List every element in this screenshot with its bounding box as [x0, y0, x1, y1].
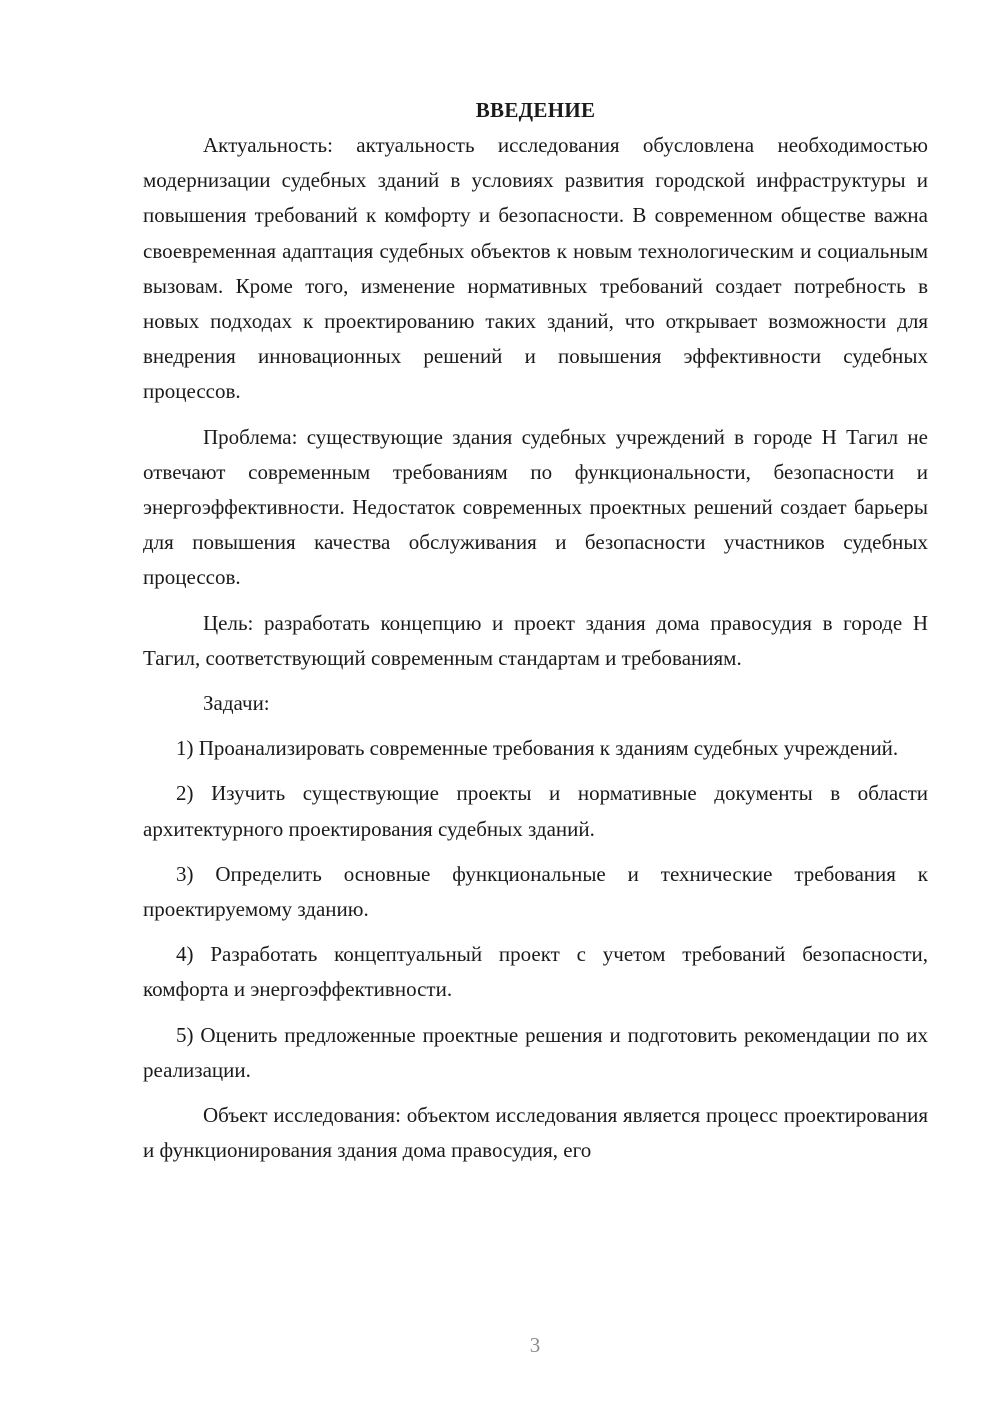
list-item: 5) Оценить предложенные проектные решения и подготовить рекомендации по их реализации.: [143, 1022, 928, 1082]
section-heading: ВВЕДЕНИЕ: [475, 98, 596, 122]
tasks-label: Задачи:: [203, 691, 270, 716]
goal-paragraph: Цель: разработать концепцию и проект здания дома правосудия в городе Н Тагил, соответствующий современным стандартам и требованиям.: [143, 610, 928, 670]
document-page: [143, 92, 928, 1168]
tasks-list: [143, 731, 928, 1088]
list-item: 3) Определить основные функциональные и технические требования к проектируемому зданию.: [143, 861, 928, 922]
page-number: 3: [529, 1333, 541, 1357]
list-item: 2) Изучить существующие проекты и нормативные документы в области архитектурного проектирования судебных зданий.: [143, 781, 928, 841]
list-item: 4) Разработать концептуальный проект с учетом требований безопасности, комфорта и энергоэффективности.: [143, 942, 928, 1002]
object-paragraph: Объект исследования: объектом исследования является процесс проектирования и функционирования здания дома правосудия, его: [143, 1103, 928, 1163]
relevance-paragraph: Актуальность: актуальность исследования обусловлена необходимостью модернизации судебных зданий в условиях развития городской инфраструктуры и повышения требований к комфорту и безопасности. В современном обществе важна своевременная адаптация судебных объектов к новым технологическим и социальным вызовам. Кроме того, изменение нормативных требований создает потребность в новых подходах к проектированию таких зданий, что открывает возможности для внедрения инновационных решений и повышения эффективности судебных процессов.: [143, 133, 928, 404]
problem-paragraph: Проблема: существующие здания судебных учреждений в городе Н Тагил не отвечают современным требованиям по функциональности, безопасности и энергоэффективности. Недостаток современных проектных решений создает барьеры для повышения качества обслуживания и безопасности участников судебных процессов.: [143, 424, 928, 590]
list-item: 1) Проанализировать современные требования к зданиям судебных учреждений.: [176, 736, 899, 761]
